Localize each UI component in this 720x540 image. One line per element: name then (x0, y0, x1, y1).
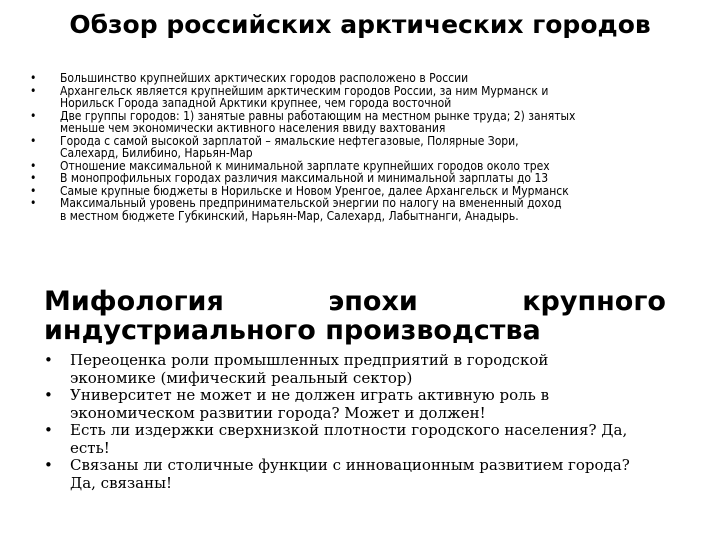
list-item-text: Норильск Города западной Арктики крупнее, чем города восточной (60, 96, 452, 110)
bullet-icon: • (44, 351, 53, 369)
list-item-text: Города с самой высокой зарплатой – ямальские нефтегазовые, Полярные Зори, (60, 133, 519, 148)
bullet-icon: • (30, 196, 37, 210)
list-item (44, 387, 684, 422)
list-item-text: Связаны ли столичные функции с инновационным развитием города? (70, 456, 630, 474)
bullet-icon: • (30, 83, 37, 98)
bullet-icon: • (30, 183, 37, 198)
list-item-text: экономическом развитии города? Может и должен! (70, 403, 486, 422)
bullet-icon: • (30, 133, 37, 148)
list-item (28, 135, 698, 160)
section-heading-word: крупного (522, 286, 666, 317)
section-heading-word: эпохи (328, 286, 418, 317)
list-item-text: Две группы городов: 1) занятые равны работающим на местном рынке труда; 2) занятых (60, 108, 576, 123)
list-item-text: В монопрофильных городах различия максимальной и минимальной зарплаты до 13 (60, 171, 549, 185)
overview-bullet-list (28, 72, 698, 222)
list-item (28, 172, 698, 185)
list-item-text: Самые крупные бюджеты в Норильске и Новом Уренгое, далее Архангельск и Мурманск (60, 183, 569, 198)
mythology-bullet-list (44, 352, 684, 492)
list-item-text: Салехард, Билибино, Нарьян-Мар (60, 146, 253, 160)
list-item (28, 110, 698, 135)
list-item (28, 85, 698, 110)
list-item-text: Максимальный уровень предпринимательской энергии по налогу на вмененный доход (60, 196, 562, 210)
section-heading-line: индустриального производства (44, 315, 541, 346)
list-item-text: Большинство крупнейших арктических городов расположено в России (60, 71, 469, 85)
section-heading-line (44, 287, 666, 316)
bullet-icon: • (30, 71, 37, 85)
bullet-icon: • (44, 421, 53, 439)
section-heading-word: Мифология (44, 286, 224, 317)
list-item-text: в местном бюджете Губкинский, Нарьян-Мар, Салехард, Лабытнанги, Анадырь. (60, 208, 519, 223)
list-item-text: Архангельск является крупнейшим арктическим городов России, за ним Мурманск и (60, 83, 549, 98)
bullet-icon: • (44, 386, 53, 404)
bullet-icon: • (30, 171, 37, 185)
list-item (44, 352, 684, 387)
list-item (28, 72, 698, 85)
list-item-text: Переоценка роли промышленных предприятий в городской (70, 351, 549, 369)
list-item-text: Да, связаны! (70, 473, 173, 492)
list-item (28, 197, 698, 222)
list-item (44, 457, 684, 492)
bullet-icon: • (30, 158, 37, 173)
list-item-text: экономике (мифический реальный сектор) (70, 368, 413, 387)
list-item-text: Отношение максимальной к минимальной зарплате крупнейших городов около трех (60, 158, 550, 173)
list-item (44, 422, 684, 457)
list-item-text: меньше чем экономически активного населения ввиду вахтования (60, 121, 446, 135)
bullet-icon: • (44, 456, 53, 474)
list-item-text: есть! (70, 438, 110, 457)
bullet-icon: • (30, 108, 37, 123)
slide-title: Обзор российских арктических городов (69, 10, 651, 39)
list-item-text: Университет не может и не должен играть активную роль в (70, 386, 550, 404)
list-item-text: Есть ли издержки сверхнизкой плотности городского населения? Да, (70, 421, 628, 439)
section-heading (44, 287, 666, 345)
